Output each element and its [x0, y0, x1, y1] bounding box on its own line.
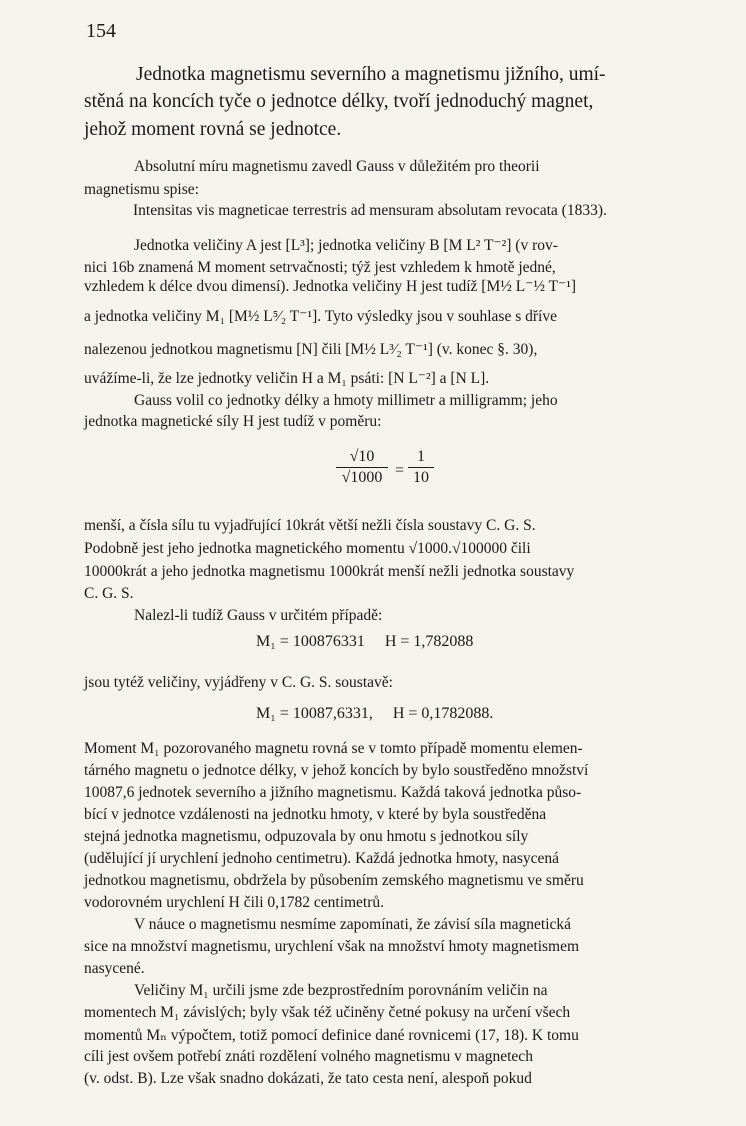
text-line: jednotka magnetické síly H jest tudíž v poměru: [84, 413, 382, 430]
text-line: nalezenou jednotkou magnetismu [N] čili [M½ L³⁄₂ T⁻¹] (v. konec §. 30), [84, 341, 538, 358]
fraction-left-denominator: √1000 [341, 469, 383, 486]
text-line: uvážíme-li, že lze jednotky veličin H a M₁ psáti: [N L⁻²] a [N L]. [84, 370, 490, 387]
fraction-equals: = [395, 462, 405, 479]
text-line: cíli jest ovšem potřebí znáti rozdělení volného magnetismu v magnetech [84, 1048, 533, 1065]
equation-gauss: M₁ = 100876331 H = 1,782088 [256, 633, 474, 650]
text-line: momentech M₁ závislých; byly však též učiněny četné pokusy na určení všech [84, 1004, 571, 1021]
page-number: 154 [86, 20, 116, 42]
text-line: Intensitas vis magneticae terrestris ad mensuram absolutam revocata (1833). [133, 202, 607, 219]
text-line: Moment M₁ pozorovaného magnetu rovná se v tomto případě momentu elemen- [84, 740, 583, 757]
text-line: magnetismu spise: [84, 181, 199, 198]
text-line: momentů Mₙ výpočtem, totiž pomocí definice dané rovnicemi (17, 18). K tomu [84, 1027, 579, 1044]
text-line: jednotkou magnetismu, obdržela by působením zemského magnetismu ve směru [84, 872, 584, 889]
text-line: a jednotka veličiny M₁ [M½ L⁵⁄₂ T⁻¹]. Tyto výsledky jsou v souhlase s dříve [84, 308, 557, 325]
text-line: 10087,6 jednotek severního a jižního magnetismu. Každá taková jednotka půso- [84, 784, 582, 801]
equation-cgs: M₁ = 10087,6331, H = 0,1782088. [256, 705, 494, 722]
text-line: menší, a čísla sílu tu vyjadřující 10krát větší nežli čísla soustavy C. G. S. [84, 517, 536, 534]
text-line: nici 16b znamená M moment setrvačnosti; týž jest vzhledem k hmotě jedné, [84, 259, 556, 276]
text-line: V náuce o magnetismu nesmíme zapomínati, že závisí síla magnetická [134, 916, 572, 933]
text-line: Gauss volil co jednotky délky a hmoty millimetr a milligramm; jeho [134, 392, 558, 409]
text-line: bící v jednotce vzdálenosti na jednotku hmoty, v které by byla soustředěna [84, 806, 547, 823]
fraction-right-denominator: 10 [413, 469, 429, 486]
fraction-right-numerator: 1 [417, 448, 425, 465]
text-line: 10000krát a jeho jednotka magnetismu 1000krát menší nežli jednotka soustavy [84, 563, 575, 580]
text-line: stěná na koncích tyče o jednotce délky, tvoří jednoduchý magnet, [84, 91, 594, 112]
text-line: vodorovném urychlení H čili 0,1782 centimetrů. [84, 894, 385, 911]
text-line: Podobně jest jeho jednotka magnetického momentu √1000.√100000 čili [84, 540, 531, 557]
text-line: (udělující jí urychlení jednoho centimetru). Každá jednotka hmoty, nasycená [84, 850, 560, 867]
fraction-left-numerator: √10 [349, 448, 375, 465]
text-line: jsou tytéž veličiny, vyjádřeny v C. G. S. soustavě: [84, 674, 393, 691]
text-line: sice na množství magnetismu, urychlení však na množství hmoty magnetismem [84, 938, 580, 955]
fraction-left [336, 448, 388, 487]
fraction-right [408, 448, 434, 487]
text-line: Jednotka veličiny A jest [L³]; jednotka veličiny B [M L² T⁻²] (v rov- [134, 237, 558, 254]
text-line: nasycené. [84, 960, 145, 977]
text-line: Veličiny M₁ určili jsme zde bezprostředním porovnáním veličin na [134, 982, 548, 999]
text-line: tárného magnetu o jednotce délky, v jehož koncích by bylo soustředěno množství [84, 762, 589, 779]
text-line: Nalezl-li tudíž Gauss v určitém případě: [134, 607, 383, 624]
text-line: (v. odst. B). Lze však snadno dokázati, že tato cesta není, alespoň pokud [84, 1070, 532, 1087]
text-line: vzhledem k délce dvou dimensí). Jednotka veličiny H jest tudíž [M½ L⁻½ T⁻¹] [84, 278, 577, 295]
text-line: stejná jednotka magnetismu, odpuzovala by onu hmotu s jednotkou síly [84, 828, 529, 845]
text-line: Jednotka magnetismu severního a magnetismu jižního, umí- [136, 64, 606, 85]
text-line: Absolutní míru magnetismu zavedl Gauss v důležitém pro theorii [134, 158, 540, 175]
text-line: jehož moment rovná se jednotce. [84, 119, 342, 140]
text-line: C. G. S. [84, 585, 134, 602]
